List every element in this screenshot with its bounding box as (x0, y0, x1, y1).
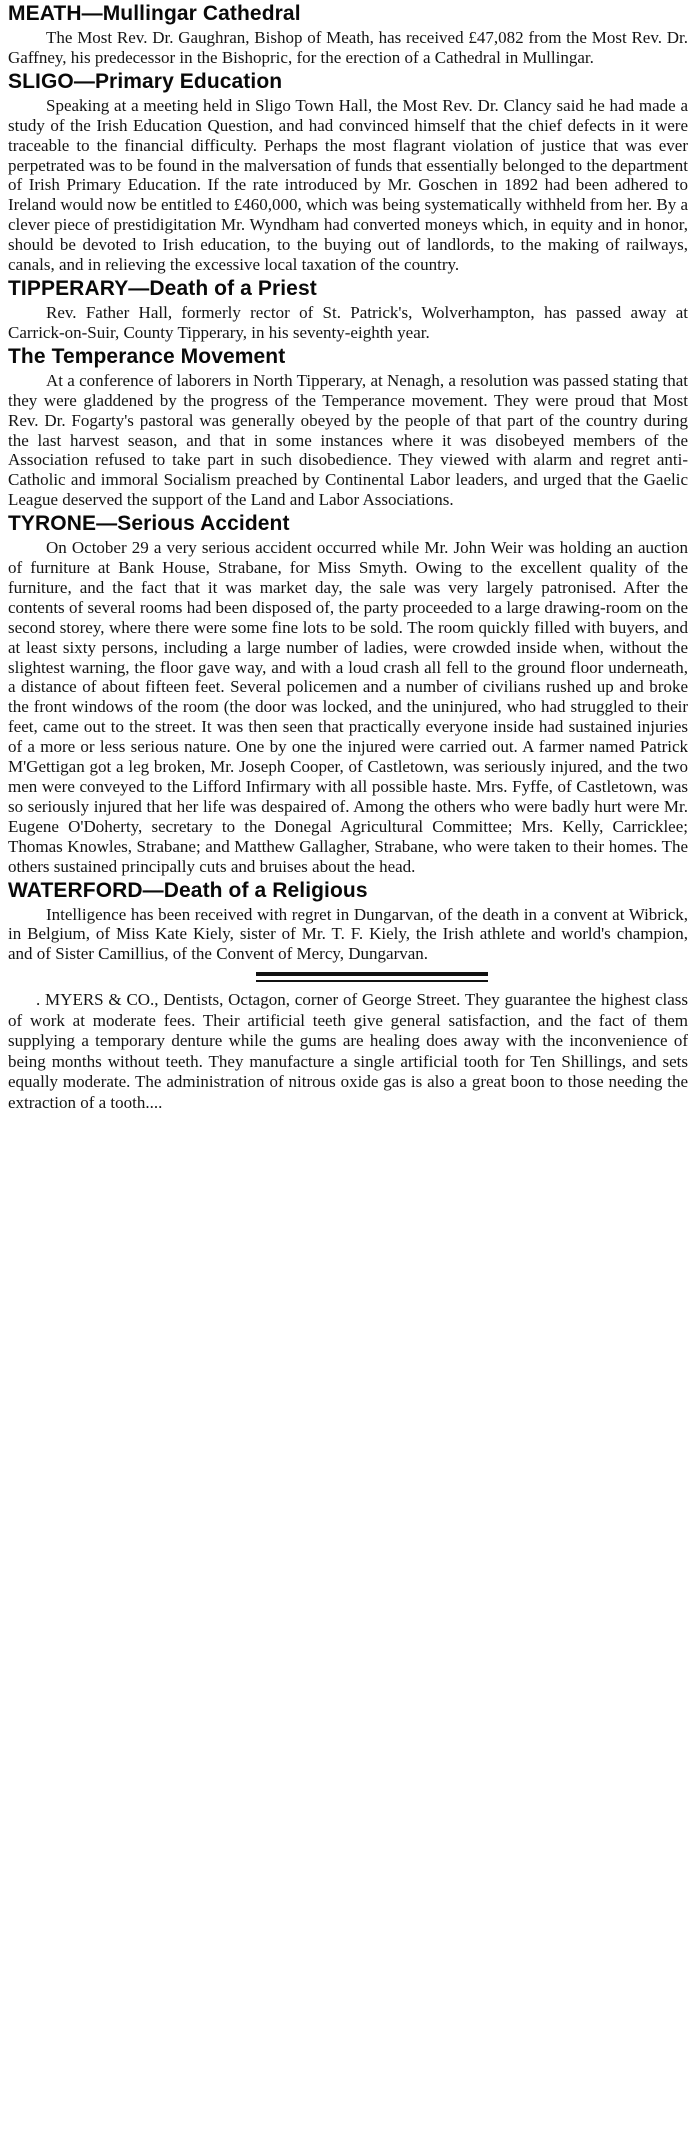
article-meath (8, 0, 688, 68)
body-tipperary: Rev. Father Hall, formerly rector of St. Patrick's, Wolverhampton, has passed away at Carrick-on-Suir, County Tipperary, in his seventy-eighth year. (8, 302, 688, 342)
divider-thick-rule (256, 972, 488, 976)
body-waterford: Intelligence has been received with regret in Dungarvan, of the death in a convent at Wibrick, in Belgium, of Miss Kate Kiely, sister of Mr. T. F. Kiely, the Irish athlete and world's champion, and of Sister Camillius, of the Convent of Mercy, Dungarvan. (8, 904, 688, 964)
headline-waterford: WATERFORD—Death of a Religious (8, 878, 368, 902)
advertisement-myers (8, 990, 688, 1113)
newspaper-column (8, 0, 688, 2136)
headline-meath: MEATH—Mullingar Cathedral (8, 2, 301, 25)
headline-tipperary: TIPPERARY—Death of a Priest (8, 276, 317, 300)
article-temperance (8, 343, 688, 510)
advertisement-body: . MYERS & CO., Dentists, Octagon, corner of George Street. They guarantee the highest class of work at moderate fees. Their artificial teeth give general satisfaction, and the fact of them supplying a temporary denture while the gums are healing does away with the inconvenience of being months without teeth. They manufacture a single artificial tooth for Ten Shillings, and sets equally moderate. The administration of nitrous oxide gas is also a great boon to those needing the extraction of a tooth.... (8, 990, 688, 1112)
headline-sligo: SLIGO—Primary Education (8, 69, 283, 93)
body-sligo: Speaking at a meeting held in Sligo Town Hall, the Most Rev. Dr. Clancy said he had made a study of the Irish Education Question, and had convinced himself that the chief defects in it were traceable to the financial difficulty. Perhaps the most flagrant violation of justice that was ever perpetrated was to be found in the malversation of funds that essentially belonged to the department of Irish Primary Education. If the rate introduced by Mr. Goschen in 1892 had been adhered to Ireland would now be entitled to £460,000, which was being systematically withheld from her. By a clever piece of prestidigitation Mr. Wyndham had converted moneys which, in equity and in honor, should be devoted to Irish education, to the buying out of landlords, to the making of railways, canals, and in relieving the excessive local taxation of the country. (8, 95, 688, 275)
article-tyrone (8, 510, 688, 876)
headline-tyrone: TYRONE—Serious Accident (8, 512, 290, 536)
article-waterford (8, 877, 688, 965)
headline-temperance: The Temperance Movement (8, 344, 286, 368)
body-meath: The Most Rev. Dr. Gaughran, Bishop of Meath, has received £47,082 from the Most Rev. Dr. Gaffney, his predecessor in the Bishopric, for the erection of a Cathedral in Mullingar. (8, 28, 688, 67)
article-sligo (8, 68, 688, 275)
body-tyrone: On October 29 a very serious accident occurred while Mr. John Weir was holding an auction of furniture at Bank House, Strabane, for Miss Smyth. Owing to the excellent quality of the furniture, and the fact that it was market day, the sale was very largely patronised. After the contents of several rooms had been disposed of, the party proceeded to a large drawing-room on the second storey, where there were some fine lots to be sold. The room quickly filled with buyers, and at least sixty persons, including a large number of ladies, were crowded inside when, without the slightest warning, the floor gave way, and with a loud crash all fell to the ground floor underneath, a distance of about fifteen feet. Several policemen and a number of civilians rushed up and broke the front windows of the room (the door was locked, and the uninjured, who had struggled to their feet, came out to the street. It was then seen that practically everyone inside had sustained injuries of a more or less serious nature. One by one the injured were carried out. A farmer named Patrick M'Gettigan got a leg broken, Mr. Joseph Cooper, of Castletown, was seriously injured, and the two men were conveyed to the Lifford Infirmary with all possible haste. Mrs. Fyffe, of Castletown, was so seriously injured that her life was despaired of. Among the others who were badly hurt were Mr. Eugene O'Doherty, secretary to the Donegal Agricultural Committee; Mrs. Kelly, Carricklee; Thomas Knowles, Strabane; and Matthew Gallagher, Strabane, who were taken to their homes. The others sustained principally cuts and bruises about the head. (8, 538, 688, 876)
divider-thin-rule (256, 980, 488, 982)
section-divider (8, 972, 688, 984)
article-tipperary (8, 275, 688, 343)
body-temperance: At a conference of laborers in North Tipperary, at Nenagh, a resolution was passed stating that they were gladdened by the progress of the Temperance movement. They were proud that Most Rev. Dr. Fogarty's pastoral was generally obeyed by the people of that part of the country during the last harvest season, and that in some instances where it was disobeyed members of the Association refused to take part in such disobedience. They viewed with alarm and regret anti-Catholic and immoral Socialism preached by Continental Labor leaders, and urged that the Gaelic League deserved the support of the Land and Labor Associations. (8, 370, 688, 510)
